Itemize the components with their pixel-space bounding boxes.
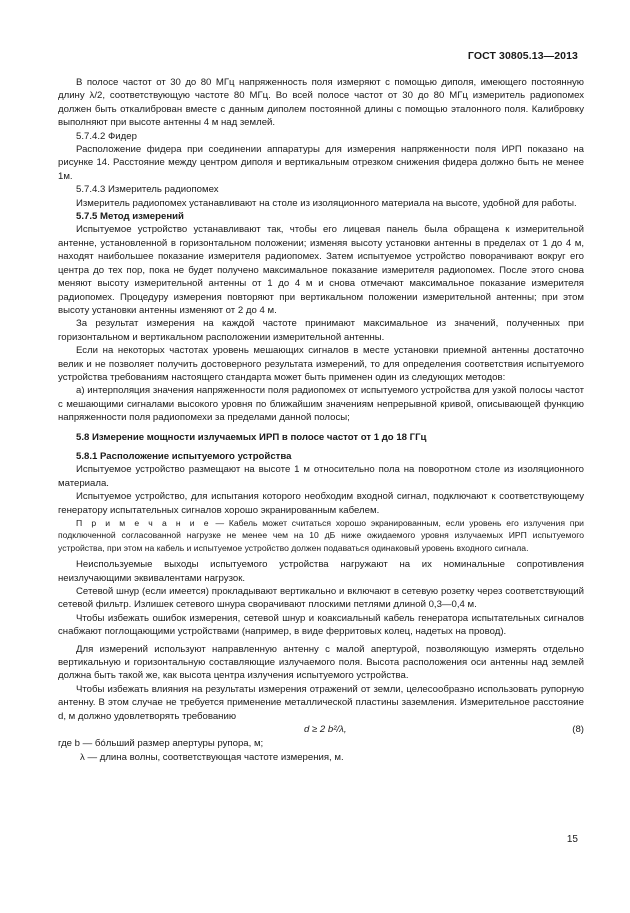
note (58, 517, 584, 554)
paragraph: Чтобы избежать ошибок измерения, сетевой шнур и коаксиальный кабель генератора испытательных сигналов снабжают поглощающими устройствами (например, в виде ферритовых колец, надетых на провод). (58, 612, 584, 638)
section-heading: 5.7.5 Метод измерений (76, 211, 184, 223)
paragraph: Испытуемое устройство устанавливают так, чтобы его лицевая панель была обращена к измерительной антенне, установленной в горизонтальном положении; изменяя высоту установки антенны в пределах от 1 до 4 м, находят наибольшее показание измерителя радиопомех. Затем испытуемое устройство поворачивают вокруг его центра до тех пор, пока не будет получено максимальное показание измерителя радиопомех. После этого снова меняют высоту измерительной антенны от 1 до 4 м и снова отмечают максимальное показание измерителя радиопомех. Процедуру измерения повторяют при вертикальном положении измерительной антенны; при этом высоту установки антенны изменяют от 2 до 4 м. (58, 224, 584, 316)
paragraph: Если на некоторых частотах уровень мешающих сигналов в месте установки приемной антенны достаточно велик и не позволяет получить достоверного результата измерений, то для определения соответствия испытуемого устройства требованиям настоящего стандарта может быть применен один из следующих методов: (58, 345, 584, 383)
subsection-heading: 5.7.4.2 Фидер (76, 130, 137, 142)
paragraph: Сетевой шнур (если имеется) прокладывают вертикально и включают в сетевую розетку через соответствующий сетевой фильтр. Излишек сетевого шнура сворачивают плоскими петлями длиной 0,3—0,4 м. (58, 586, 584, 611)
document-body (58, 76, 584, 764)
paragraph: Испытуемое устройство размещают на высоте 1 м относительно пола на поворотном столе из изоляционного материала. (58, 464, 584, 489)
section-heading: 5.8 Измерение мощности излучаемых ИРП в полосе частот от 1 до 18 ГГц (76, 431, 427, 443)
formula (58, 723, 584, 737)
formula-legend-item: λ — длина волны, соответствующая частоте измерения, м. (80, 751, 344, 763)
formula-number: (8) (572, 724, 584, 736)
formula-expression: d ≥ 2 b²/λ, (304, 724, 347, 736)
page-number: 15 (566, 834, 578, 845)
paragraph: За результат измерения на каждой частоте принимают максимальное из значений, полученных при горизонтальном и вертикальном расположении измерительной антенны. (58, 318, 584, 343)
note-label: П р и м е ч а н и е (76, 518, 211, 528)
paragraph: Чтобы избежать влияния на результаты измерения отражений от земли, целесообразно использовать рупорную антенну. В этом случае не требуется применение металлической пластины заземления. Измерительное расстояние d, м должно удовлетворять требованию (58, 683, 584, 722)
section-heading: 5.8.1 Расположение испытуемого устройства (76, 450, 292, 462)
paragraph: Испытуемое устройство, для испытания которого необходим входной сигнал, подключают к соответствующему генератору испытательных сигналов хорошо экранированным кабелем. (58, 491, 584, 516)
note-text: — Кабель может считаться хорошо экранированным, если уровень его излучения при подключенной согласованной нагрузке не менее чем на 10 дБ ниже ожидаемого уровня излучаемых ИРП испытуемого устройства, при этом на кабель и испытуемое устройство должен подаваться одинаковый уровень входного сигнала. (58, 518, 584, 553)
paragraph: Неиспользуемые выходы испытуемого устройства нагружают на их номинальные сопротивления неизлучающими эквивалентами нагрузок. (58, 559, 584, 584)
paragraph: В полосе частот от 30 до 80 МГц напряженность поля измеряют с помощью диполя, имеющего постоянную длину λ/2, соответствующую частоте 80 МГц. Во всей полосе частот от 30 до 80 МГц измеритель радиопомех должен быть откалиброван вместе с данным диполем постоянной длины с помощью эталонного поля. Калибровку выполняют при высоте антенны 4 м над землей. (58, 77, 584, 129)
list-item: а) интерполяция значения напряженности поля радиопомех от испытуемого устройства для узкой полосы частот с мешающими сигналами высокого уровня по ближайшим значениям непрерывной кривой, описывающей функцию напряженности поля радиопомехи за пределами данной полосы; (58, 385, 584, 424)
paragraph: Измеритель радиопомех устанавливают на столе из изоляционного материала на высоте, удобной для работы. (76, 197, 577, 209)
formula-legend-item: где b — бóльший размер апертуры рупора, м; (58, 738, 264, 750)
subsection-heading: 5.7.4.3 Измеритель радиопомех (76, 184, 219, 196)
page-header: ГОСТ 30805.13—2013 (467, 50, 578, 62)
paragraph: Для измерений используют направленную антенну с малой апертурой, позволяющую измерять отдельно вертикальную и горизонтальную составляющие излучаемого поля. Высота расположения оси антенны над землей должна быть такой же, как высота центра излучения испытуемого устройства. (58, 643, 584, 682)
paragraph: Расположение фидера при соединении аппаратуры для измерения напряженности поля ИРП показано на рисунке 14. Расстояние между центром диполя и вертикальным отрезком снижения фидера должно быть не менее 1м. (58, 144, 584, 182)
